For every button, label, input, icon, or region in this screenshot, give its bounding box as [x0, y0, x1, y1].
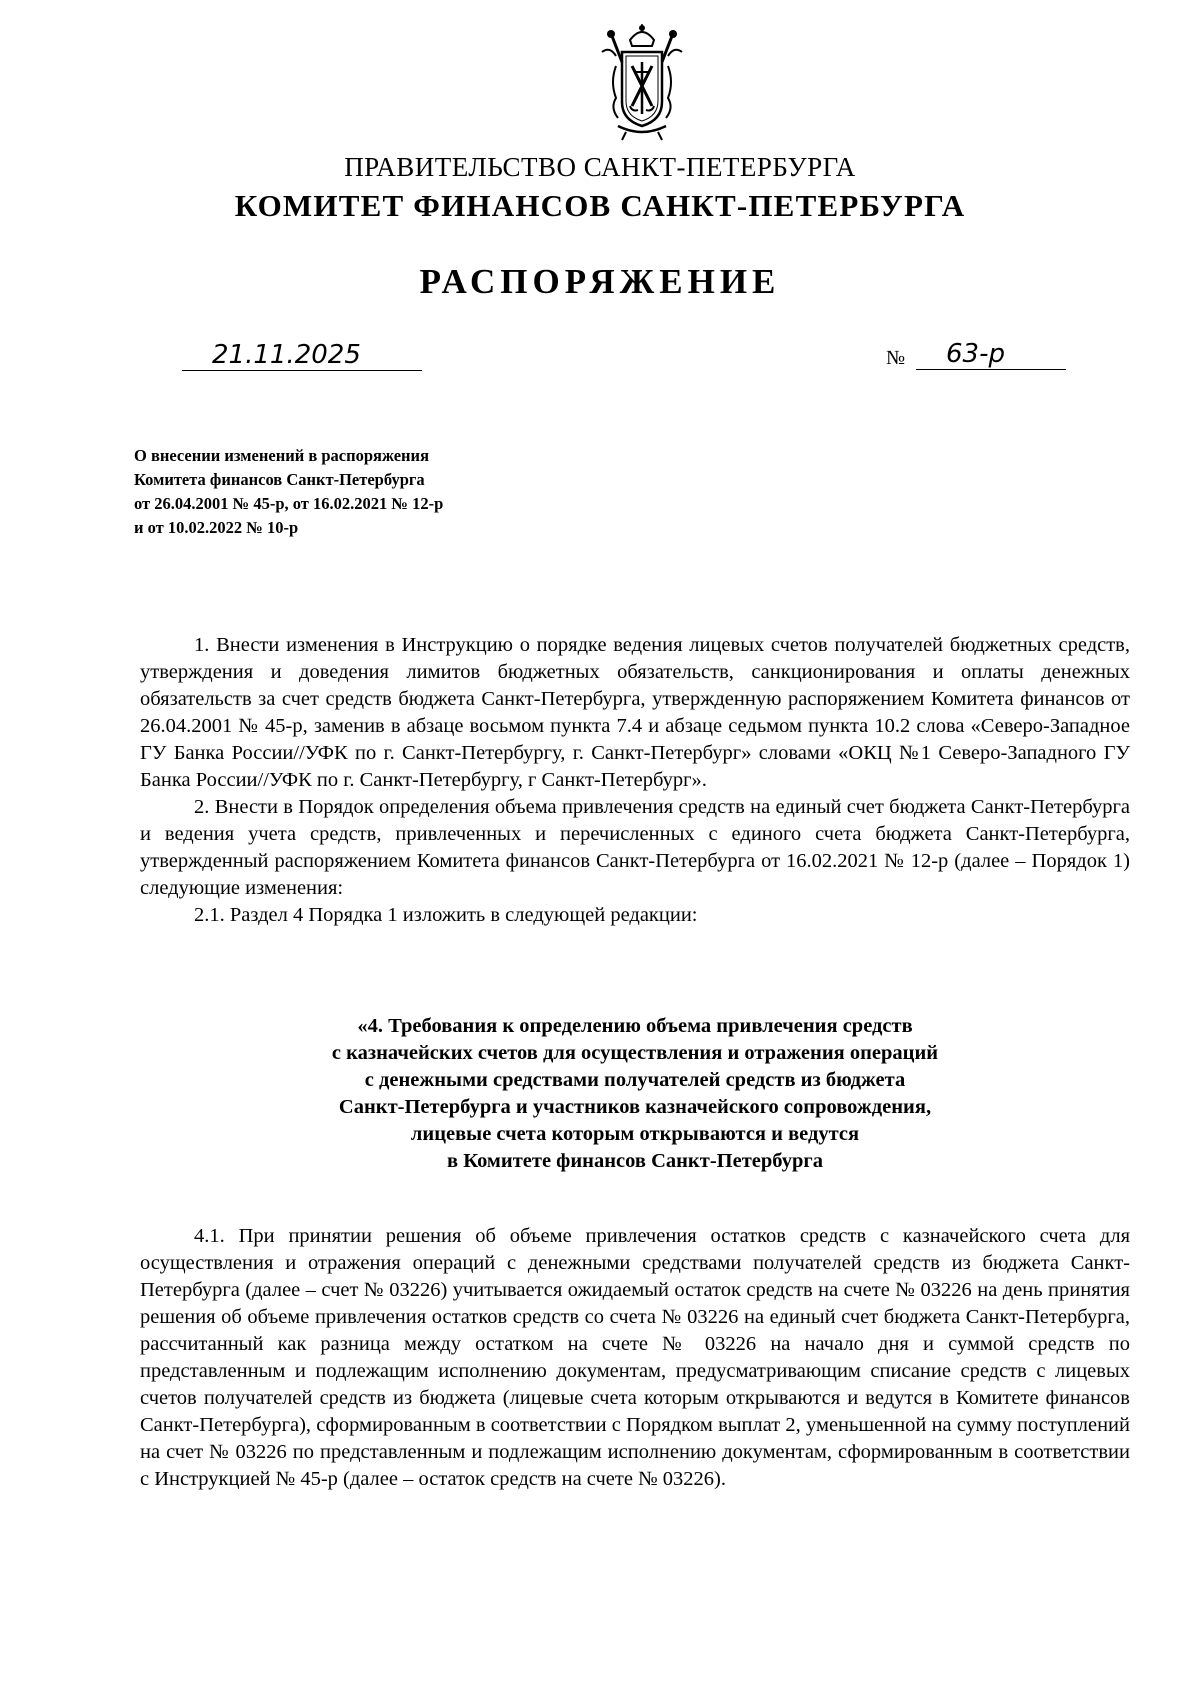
subject-line: от 26.04.2001 № 45-р, от 16.02.2021 № 12-р: [134, 494, 444, 513]
section-title-line: с денежными средствами получателей средств из бюджета: [364, 1069, 906, 1091]
section-title-line: с казначейских счетов для осуществления и отражения операций: [331, 1042, 939, 1064]
subject-line: О внесении изменений в распоряжения: [134, 446, 429, 465]
section-title-line: «4. Требования к определению объема привлечения средств: [357, 1015, 913, 1037]
date-field: [182, 336, 422, 371]
document-type: РАСПОРЯЖЕНИЕ: [419, 262, 781, 301]
handwritten-number: 63-р: [946, 339, 1005, 369]
saint-petersburg-coat-of-arms-icon: [592, 22, 692, 142]
section-title-line: Санкт-Петербурга и участников казначейского сопровождения,: [338, 1096, 932, 1118]
section-title-line: лицевые счета которым открываются и ведутся: [410, 1123, 860, 1145]
paragraph-4-1: 4.1. При принятии решения об объеме привлечения остатков средств с казначейского счета для осуществления и отражения операций с денежными средствами получателей средств из бюджета Санкт-Петербурга (далее – счет № 03226) учитывается ожидаемый остаток средств на счете № 03226 на день принятия решения об объеме привлечения остатков средств со счета № 03226 на единый счет бюджета Санкт-Петербурга, рассчитанный как разница между остатком на счете № 03226 на начало дня и суммой средств по представленным и подлежащим исполнению документам, предусматривающим списание средств с лицевых счетов получателей средств из бюджета (лицевые счета которым открываются и ведутся в Комитете финансов Санкт-Петербурга), сформированным в соответствии с Порядком выплат 2, уменьшенной на сумму поступлений на счет № 03226 по представленным и подлежащим исполнению документам, сформированным в соответствии с Инструкцией № 45-р (далее – остаток средств на счете № 03226).: [140, 1225, 1130, 1490]
paragraph-2-1: 2.1. Раздел 4 Порядка 1 изложить в следующей редакции:: [194, 904, 698, 926]
committee-title: КОМИТЕТ ФИНАНСОВ САНКТ-ПЕТЕРБУРГА: [234, 188, 966, 223]
handwritten-date: 21.11.2025: [212, 340, 361, 370]
body-part-2: [140, 1223, 1130, 1493]
section-4-title: [140, 1013, 1130, 1175]
number-field: [886, 336, 1066, 370]
number-label: №: [886, 347, 906, 369]
paragraph-1: 1. Внести изменения в Инструкцию о порядке ведения лицевых счетов получателей бюджетных средств, утверждения и доведения лимитов бюджетных обязательств, санкционирования и оплаты денежных обязательств за счет средств бюджета Санкт-Петербурга, утвержденную распоряжением Комитета финансов от 26.04.2001 № 45-р, заменив в абзаце восьмом пункта 7.4 и абзаце седьмом пункта 10.2 слова «Северо-Западное ГУ Банка России//УФК по г. Санкт-Петербургу, г. Санкт-Петербург» словами «ОКЦ №1 Северо-Западного ГУ Банка России//УФК по г. Санкт-Петербургу, г Санкт-Петербург».: [140, 634, 1130, 791]
government-title: ПРАВИТЕЛЬСТВО САНКТ-ПЕТЕРБУРГА: [344, 152, 856, 182]
number-line: [916, 335, 1066, 370]
subject-block: [134, 444, 694, 540]
section-title-line: в Комитете финансов Санкт-Петербурга: [447, 1150, 823, 1172]
subject-line: и от 10.02.2022 № 10-р: [134, 518, 299, 537]
body-part-1: [140, 632, 1130, 929]
subject-line: Комитета финансов Санкт-Петербурга: [134, 470, 425, 489]
paragraph-2: 2. Внести в Порядок определения объема привлечения средств на единый счет бюджета Санкт-Петербурга и ведения учета средств, привлеченных и перечисленных с единого счета бюджета Санкт-Петербурга, утвержденный распоряжением Комитета финансов Санкт-Петербурга от 16.02.2021 № 12-р (далее – Порядок 1) следующие изменения:: [140, 796, 1130, 899]
